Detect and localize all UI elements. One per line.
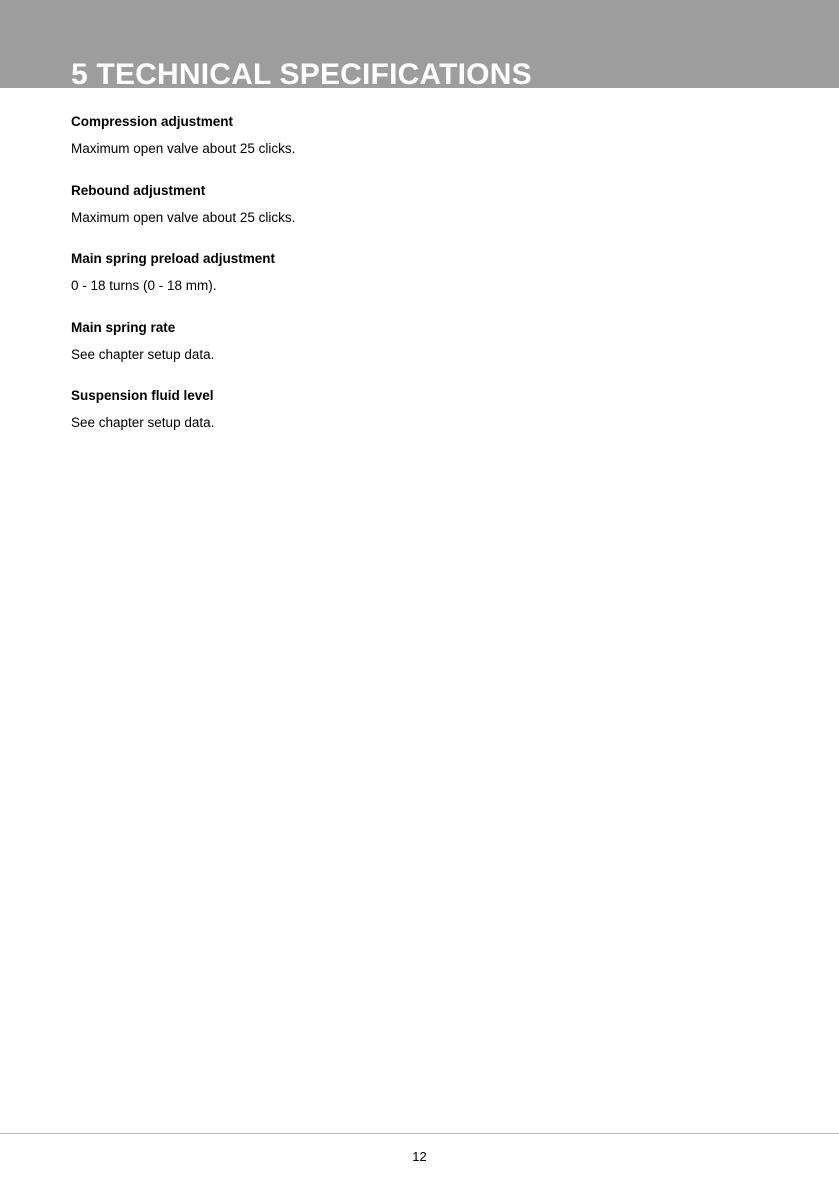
page-title: 5 TECHNICAL SPECIFICATIONS [71, 58, 532, 91]
specifications-list [71, 112, 771, 455]
spec-item [71, 249, 771, 297]
spec-value: See chapter setup data. [71, 346, 215, 362]
spec-term: Rebound adjustment [71, 182, 206, 198]
spec-value: 0 - 18 turns (0 - 18 mm). [71, 278, 217, 294]
spec-item [71, 318, 771, 366]
spec-value: Maximum open valve about 25 clicks. [71, 141, 296, 157]
spec-value: See chapter setup data. [71, 415, 215, 431]
spec-term: Main spring rate [71, 319, 176, 335]
spec-term: Compression adjustment [71, 114, 234, 129]
spec-item [71, 386, 771, 434]
spec-item [71, 181, 771, 229]
spec-term: Main spring preload adjustment [71, 251, 276, 266]
spec-term: Suspension fluid level [71, 388, 214, 403]
footer-divider [0, 1133, 839, 1134]
spec-item [71, 112, 771, 160]
page-number: 12 [412, 1149, 427, 1164]
spec-value: Maximum open valve about 25 clicks. [71, 209, 296, 225]
